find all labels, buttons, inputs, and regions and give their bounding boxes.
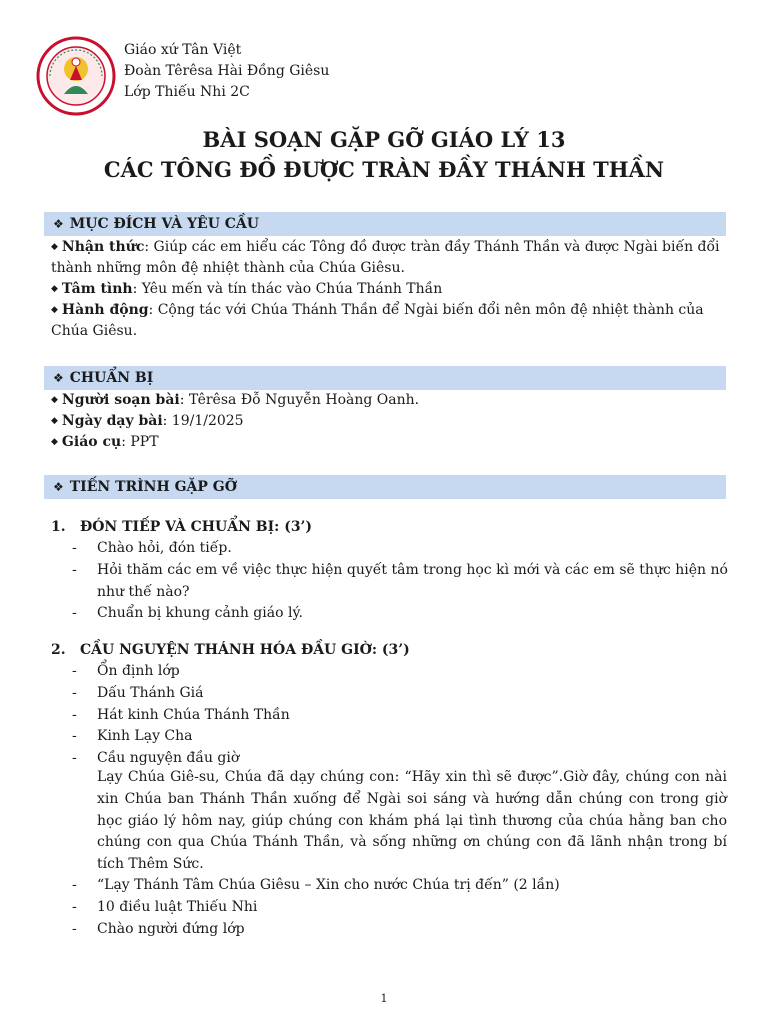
step-number: 2. (51, 642, 66, 658)
parish-name: Giáo xứ Tân Việt (124, 42, 242, 58)
item-label: Người soạn bài (61, 392, 180, 408)
section-header-process (44, 475, 726, 499)
list-item (72, 603, 732, 625)
list-item (72, 726, 732, 748)
diamond-icon: ◆ (51, 284, 58, 294)
dash-bullet-icon: - (72, 728, 77, 745)
group-name: Đoàn Têrêsa Hài Đồng Giêsu (124, 63, 330, 79)
dash-bullet-icon: - (72, 684, 77, 701)
section-heading-text: TIẾN TRÌNH GẶP GỠ (69, 479, 237, 495)
diamond-icon: ◆ (51, 305, 58, 315)
item-label: Tâm tình (61, 281, 133, 297)
diamond-icon: ◆ (51, 416, 58, 426)
diamond-bullet-icon: ❖ (53, 217, 64, 231)
item-text: : Giúp các em hiểu các Tông đồ được tràn đầy Thánh Thần và được Ngài biến đổi thành những môn đệ nhiệt thành của Chúa Giêsu. (51, 239, 720, 276)
diamond-icon: ◆ (51, 395, 58, 405)
item-text: Ổn định lớp (97, 663, 180, 679)
title-line-2: CÁC TÔNG ĐỒ ĐƯỢC TRÀN ĐẦY THÁNH THẦN (103, 157, 665, 182)
dash-bullet-icon: - (72, 750, 77, 767)
item-label: Hành động (61, 302, 149, 318)
item-text: : 19/1/2025 (162, 413, 244, 429)
item-text: Chào người đứng lớp (97, 920, 245, 937)
list-item (51, 279, 726, 300)
step-1-list (72, 538, 732, 625)
item-label: Ngày dạy bài (61, 413, 163, 429)
dash-bullet-icon: - (72, 663, 77, 679)
preparation-list (51, 390, 726, 453)
step-1-heading (51, 517, 312, 538)
item-text: : Yêu mến và tín thác vào Chúa Thánh Thần (132, 281, 443, 297)
list-item (72, 683, 732, 705)
list-item (51, 300, 726, 342)
title-line-1: BÀI SOẠN GẶP GỠ GIÁO LÝ 13 (202, 127, 566, 152)
item-text: Chào hỏi, đón tiếp. (97, 540, 232, 556)
item-text: 10 điều luật Thiếu Nhi (97, 898, 258, 915)
item-text: Hát kinh Chúa Thánh Thần (97, 706, 290, 723)
list-item (72, 661, 732, 683)
item-label: Nhận thức (61, 239, 145, 255)
step-2-list-b (72, 875, 732, 940)
class-name: Lớp Thiếu Nhi 2C (124, 84, 250, 100)
diamond-bullet-icon: ❖ (53, 480, 64, 494)
dash-bullet-icon: - (72, 540, 77, 556)
item-text: Dấu Thánh Giá (97, 684, 204, 701)
section-header-preparation (44, 366, 726, 390)
purpose-list (51, 237, 726, 342)
document-title (0, 125, 768, 185)
list-item (72, 919, 732, 941)
section-heading-text: CHUẨN BỊ (69, 370, 154, 386)
step-title: CẦU NGUYỆN THÁNH HÓA ĐẦU GIỜ: (3’) (80, 642, 410, 658)
list-item (72, 560, 732, 604)
item-label: Giáo cụ (61, 434, 122, 450)
dash-bullet-icon: - (72, 898, 77, 915)
list-item (72, 538, 732, 560)
diamond-icon: ◆ (51, 242, 58, 252)
dash-bullet-icon: - (72, 920, 77, 937)
organization-logo (36, 36, 116, 116)
item-text: Kinh Lạy Cha (97, 728, 193, 745)
list-item (72, 705, 732, 727)
step-title: ĐÓN TIẾP VÀ CHUẨN BỊ: (3’) (80, 519, 313, 535)
item-text: : Têrêsa Đỗ Nguyễn Hoàng Oanh. (179, 392, 420, 408)
list-item (51, 390, 726, 411)
item-text: : PPT (121, 434, 159, 450)
item-text: Hỏi thăm các em về việc thực hiện quyết tâm trong học kì mới và các em sẽ thực hiện nó như thế nào? (97, 561, 728, 600)
dash-bullet-icon: - (72, 561, 77, 578)
step-2-list-a (72, 661, 732, 770)
list-item (72, 875, 732, 897)
diamond-bullet-icon: ❖ (53, 371, 64, 385)
dash-bullet-icon: - (72, 706, 77, 723)
dash-bullet-icon: - (72, 605, 77, 622)
opening-prayer-text: Lạy Chúa Giê-su, Chúa đã dạy chúng con: “Hãy xin thì sẽ được”.Giờ đây, chúng con nài xin Chúa ban Thánh Thần xuống để Ngài soi sáng và hướng dẫn chúng con trong giờ học giáo lý hôm nay, giúp chúng con khám phá lại tình thương của chúa hằng ban cho chúng con qua Chúa Thánh Thần, và sống những ơn chúng con đã lãnh nhận trong bí tích Thêm Sức. (97, 769, 727, 873)
step-number: 1. (51, 519, 66, 535)
page-number: 1 (380, 992, 388, 1005)
list-item (51, 411, 726, 432)
list-item (51, 237, 726, 279)
diamond-icon: ◆ (51, 437, 58, 447)
list-item (51, 432, 726, 453)
step-2-heading (51, 640, 410, 661)
list-item (72, 897, 732, 919)
section-heading-text: MỤC ĐÍCH VÀ YÊU CẦU (69, 216, 259, 232)
item-text: : Cộng tác với Chúa Thánh Thần để Ngài biến đổi nên môn đệ nhiệt thành của Chúa Giêsu. (51, 302, 704, 339)
item-text: Chuẩn bị khung cảnh giáo lý. (97, 605, 303, 622)
organization-info (124, 40, 329, 103)
dash-bullet-icon: - (72, 877, 77, 893)
item-text: Cầu nguyện đầu giờ (97, 750, 240, 767)
item-text: “Lạy Thánh Tâm Chúa Giêsu – Xin cho nước Chúa trị đến” (2 lần) (97, 877, 560, 893)
section-header-purpose (44, 212, 726, 236)
